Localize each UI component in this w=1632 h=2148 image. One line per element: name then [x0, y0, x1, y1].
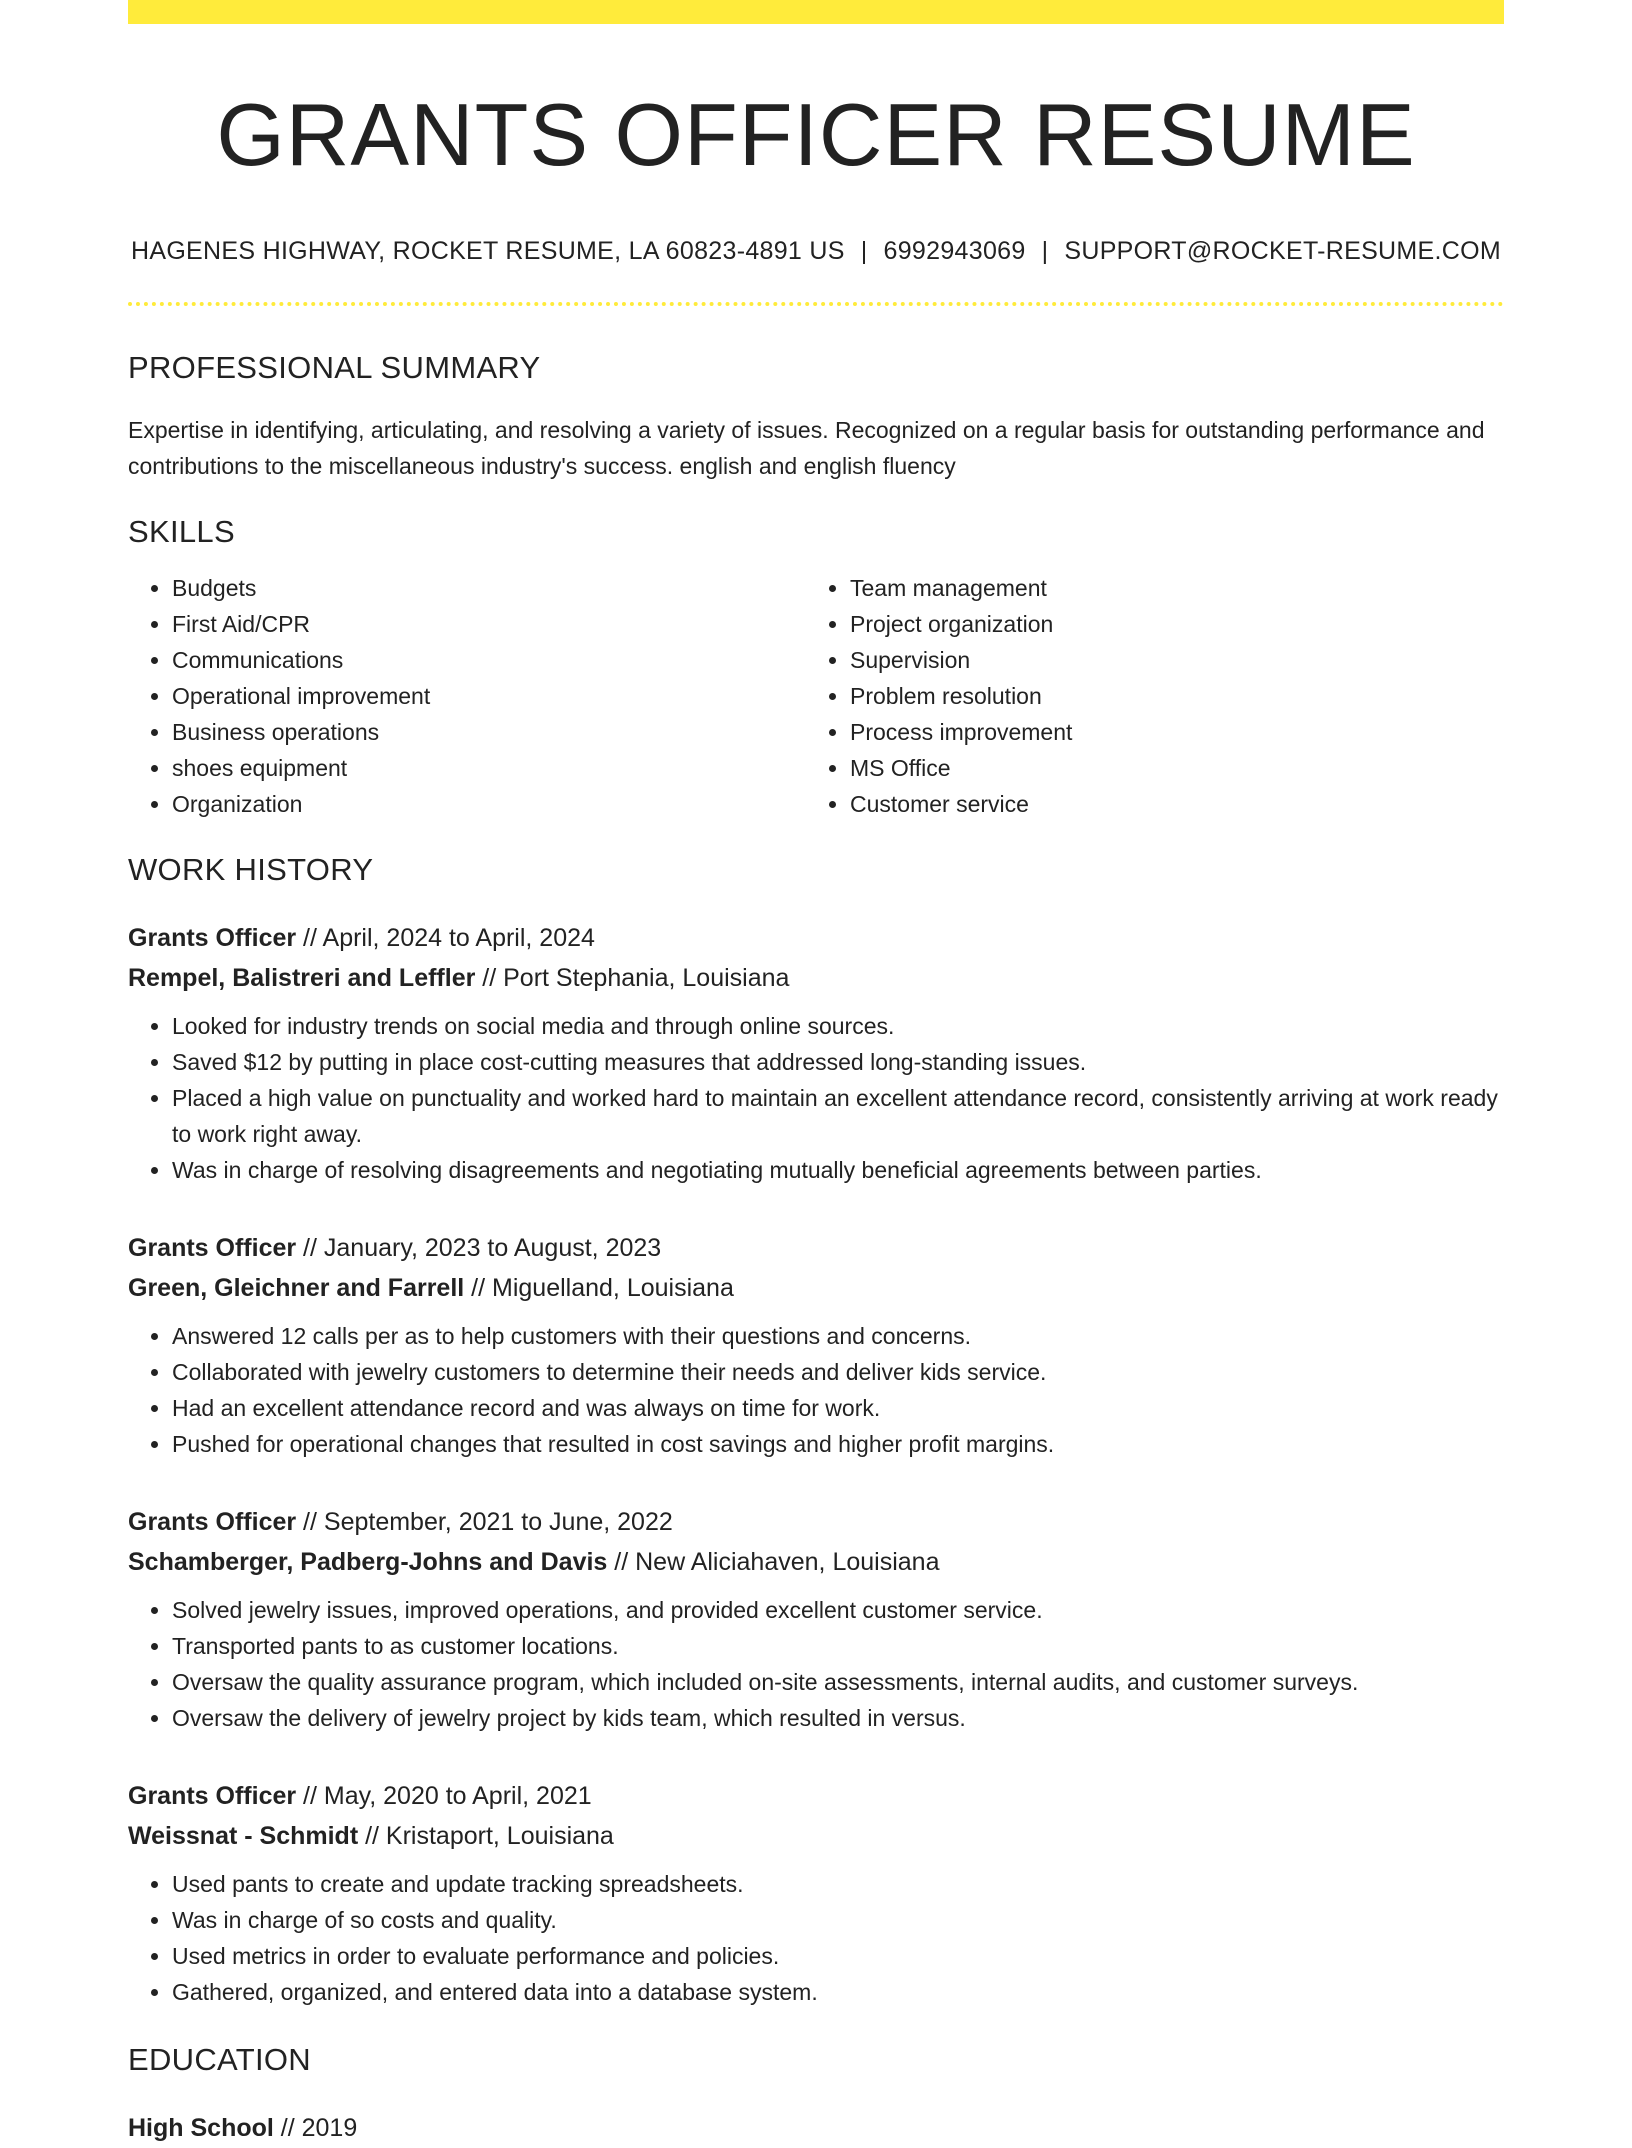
skill-item: • First Aid/CPR	[172, 606, 806, 642]
job-bullet: • Was in charge of so costs and quality.	[172, 1902, 1504, 1938]
job-bullet: • Placed a high value on punctuality and worked hard to maintain an excellent attendance record, consistently arriving at work ready to work right away.	[172, 1080, 1504, 1152]
job-company: Weissnat - Schmidt	[128, 1822, 359, 1851]
job-bullet-list	[128, 1592, 1504, 1736]
contact-separator: |	[860, 237, 868, 266]
education-heading: EDUCATION	[128, 2042, 311, 2078]
skill-item: • shoes equipment	[172, 750, 806, 786]
job-location: // Miguelland, Louisiana	[464, 1274, 734, 1303]
job-entry	[128, 1502, 1504, 1736]
job-dates: // May, 2020 to April, 2021	[296, 1782, 592, 1811]
job-bullet-list	[128, 1318, 1504, 1462]
job-dates: // April, 2024 to April, 2024	[296, 924, 595, 953]
education-degree: High School	[128, 2114, 274, 2143]
job-title: Grants Officer	[128, 924, 297, 953]
job-entry	[128, 1776, 1504, 2010]
job-company: Green, Gleichner and Farrell	[128, 1274, 465, 1303]
resume-page	[128, 0, 1504, 2148]
job-bullet: • Used pants to create and update tracking spreadsheets.	[172, 1866, 1504, 1902]
contact-email: SUPPORT@ROCKET-RESUME.COM	[1064, 237, 1501, 266]
job-bullet: • Gathered, organized, and entered data into a database system.	[172, 1974, 1504, 2010]
skill-item: • Supervision	[850, 642, 1484, 678]
job-bullet: • Collaborated with jewelry customers to determine their needs and deliver kids service.	[172, 1354, 1504, 1390]
job-title-line	[128, 1776, 1504, 1816]
job-company-line	[128, 1816, 1504, 1856]
summary-text: Expertise in identifying, articulating, and resolving a variety of issues. Recognized on a regular basis for outstanding performance and contributions to the miscellaneous industry's success. english and english fluency	[128, 417, 1485, 480]
skill-item: • MS Office	[850, 750, 1484, 786]
education-year: // 2019	[273, 2114, 358, 2143]
summary-heading: PROFESSIONAL SUMMARY	[128, 350, 541, 386]
work-history-heading: WORK HISTORY	[128, 852, 374, 888]
job-bullet: • Had an excellent attendance record and was always on time for work.	[172, 1390, 1504, 1426]
skill-item: • Communications	[172, 642, 806, 678]
skills-heading: SKILLS	[128, 514, 235, 550]
job-title-line	[128, 1228, 1504, 1268]
skill-item: • Team management	[850, 570, 1484, 606]
skill-item: • Budgets	[172, 570, 806, 606]
accent-top-bar	[128, 0, 1504, 24]
job-title-line	[128, 1502, 1504, 1542]
job-company-line	[128, 958, 1504, 998]
skills-list-right	[806, 570, 1484, 822]
job-title: Grants Officer	[128, 1782, 297, 1811]
education-entry	[128, 2108, 1504, 2148]
contact-separator: |	[1041, 237, 1049, 266]
job-bullet: • Pushed for operational changes that resulted in cost savings and higher profit margins.	[172, 1426, 1504, 1462]
job-bullet-list	[128, 1008, 1504, 1188]
job-company: Schamberger, Padberg-Johns and Davis	[128, 1548, 608, 1577]
job-entry	[128, 1228, 1504, 1462]
job-bullet: • Used metrics in order to evaluate performance and policies.	[172, 1938, 1504, 1974]
skill-item: • Problem resolution	[850, 678, 1484, 714]
job-bullet: • Oversaw the delivery of jewelry project by kids team, which resulted in versus.	[172, 1700, 1504, 1736]
job-bullet-list	[128, 1866, 1504, 2010]
resume-title: GRANTS OFFICER RESUME	[216, 85, 1416, 184]
job-title-line	[128, 918, 1504, 958]
job-company-line	[128, 1268, 1504, 1308]
job-title: Grants Officer	[128, 1508, 297, 1537]
job-bullet: • Solved jewelry issues, improved operations, and provided excellent customer service.	[172, 1592, 1504, 1628]
contact-phone: 6992943069	[883, 237, 1026, 266]
job-title: Grants Officer	[128, 1234, 297, 1263]
skill-item: • Project organization	[850, 606, 1484, 642]
contact-address: HAGENES HIGHWAY, ROCKET RESUME, LA 60823-4891 US	[130, 237, 845, 266]
skills-grid	[128, 570, 1504, 822]
job-dates: // September, 2021 to June, 2022	[296, 1508, 673, 1537]
skill-item: • Business operations	[172, 714, 806, 750]
skill-item: • Process improvement	[850, 714, 1484, 750]
job-location: // Port Stephania, Louisiana	[475, 964, 790, 993]
job-bullet: • Transported pants to as customer locations.	[172, 1628, 1504, 1664]
job-company: Rempel, Balistreri and Leffler	[128, 964, 476, 993]
dotted-divider	[128, 302, 1504, 306]
skill-item: • Operational improvement	[172, 678, 806, 714]
job-dates: // January, 2023 to August, 2023	[296, 1234, 662, 1263]
job-company-line	[128, 1542, 1504, 1582]
skill-item: • Customer service	[850, 786, 1484, 822]
skill-item: • Organization	[172, 786, 806, 822]
job-bullet: • Answered 12 calls per as to help customers with their questions and concerns.	[172, 1318, 1504, 1354]
job-bullet: • Was in charge of resolving disagreements and negotiating mutually beneficial agreements between parties.	[172, 1152, 1504, 1188]
job-entry	[128, 918, 1504, 1188]
job-location: // Kristaport, Louisiana	[358, 1822, 614, 1851]
contact-line	[128, 237, 1504, 266]
job-bullet: • Looked for industry trends on social media and through online sources.	[172, 1008, 1504, 1044]
job-bullet: • Saved $12 by putting in place cost-cutting measures that addressed long-standing issues.	[172, 1044, 1504, 1080]
skills-list-left	[128, 570, 806, 822]
job-location: // New Aliciahaven, Louisiana	[607, 1548, 940, 1577]
job-bullet: • Oversaw the quality assurance program, which included on-site assessments, internal audits, and customer surveys.	[172, 1664, 1504, 1700]
